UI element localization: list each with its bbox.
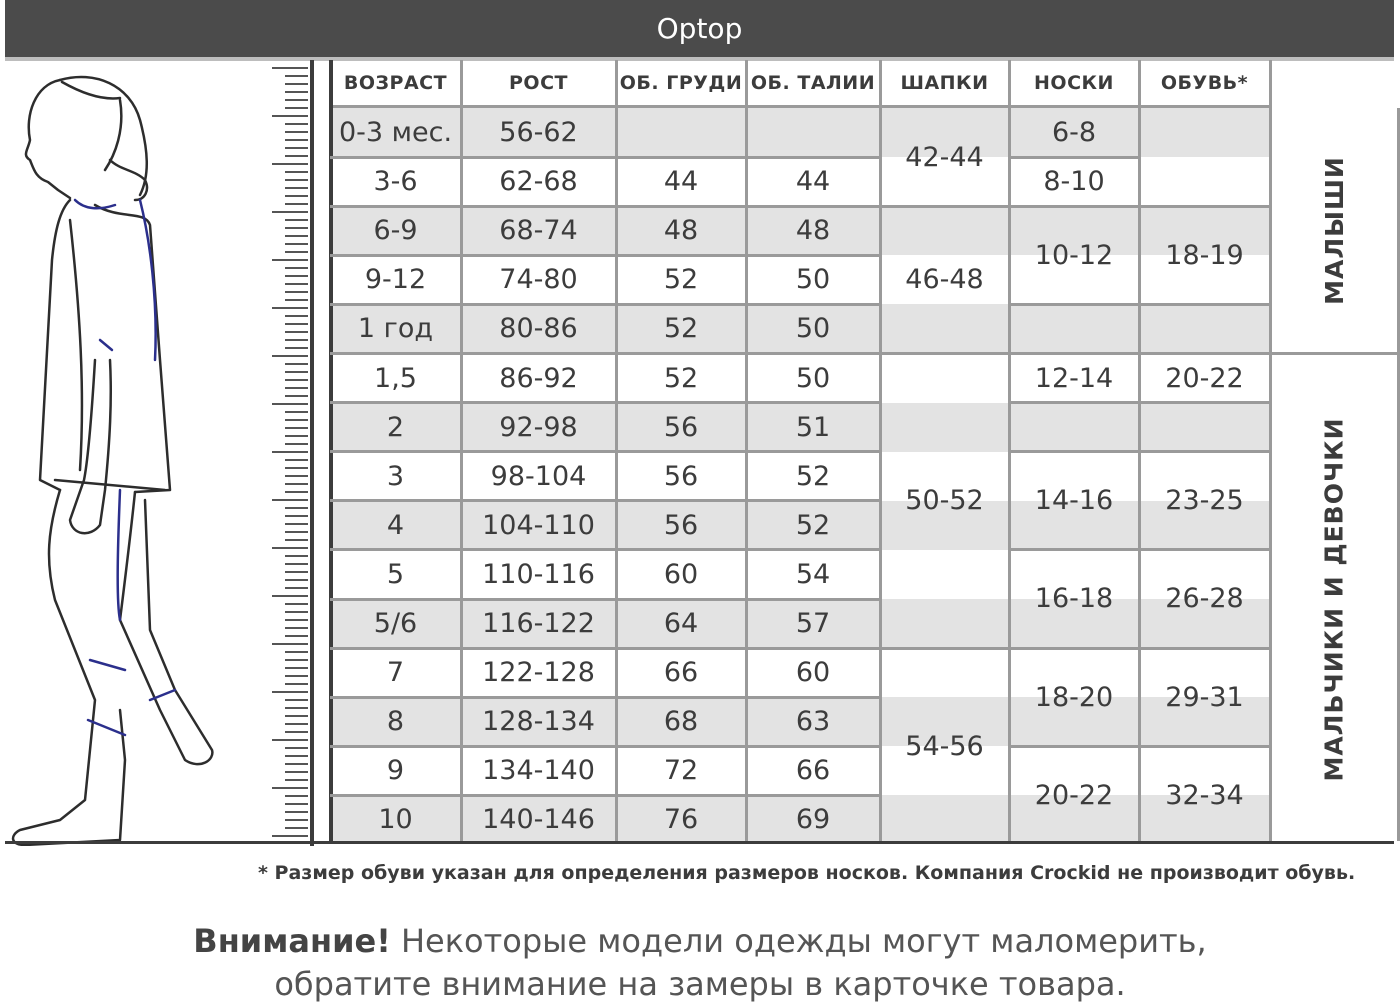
socks-cell: 20-22: [1034, 779, 1114, 811]
header-title: Optop: [656, 12, 743, 45]
table-cell: 69: [746, 795, 880, 844]
page-header: [5, 0, 1394, 61]
shoes-cell: 26-28: [1165, 583, 1244, 615]
table-cell: 48: [746, 206, 880, 255]
grid-line: [1397, 108, 1400, 841]
table-cell: 6-9: [330, 206, 461, 255]
shoes-cell: 18-19: [1165, 239, 1244, 271]
grid-line: [1009, 647, 1139, 650]
table-cell: 134-140: [461, 746, 616, 795]
table-cell: 4: [330, 501, 461, 550]
grid-line: [880, 352, 1009, 355]
table-cell: 44: [616, 157, 746, 206]
table-cell: 92-98: [461, 403, 616, 452]
grid-line: [1139, 647, 1270, 650]
table-cell: 54: [746, 550, 880, 599]
attention-note: [0, 922, 1400, 960]
grid-line: [330, 401, 880, 404]
table-cell: 56-62: [461, 108, 616, 157]
grid-line: [330, 745, 880, 748]
column-header: ОБУВЬ*: [1139, 60, 1270, 108]
grid-line: [330, 352, 880, 355]
grid-line: [330, 156, 880, 159]
table-cell: 9-12: [330, 255, 461, 304]
socks-cell: 18-20: [1034, 681, 1114, 713]
table-cell: 110-116: [461, 550, 616, 599]
socks-cell: 8-10: [1043, 166, 1105, 198]
grid-line: [1139, 548, 1270, 551]
table-cell: 0-3 мес.: [330, 108, 461, 157]
socks-cell: [1009, 403, 1139, 452]
socks-cell: [1009, 304, 1139, 353]
shoes-cell: [1139, 108, 1270, 206]
table-cell: 2: [330, 403, 461, 452]
table-cell: 5/6: [330, 599, 461, 648]
grid-line: [330, 647, 880, 650]
table-cell: 68: [616, 697, 746, 746]
hats-cell: 50-52: [905, 485, 984, 517]
table-cell: 9: [330, 746, 461, 795]
grid-line: [1139, 303, 1270, 306]
grid-line: [330, 598, 880, 601]
size-chart-table: [326, 60, 1398, 841]
table-cell: 50: [746, 255, 880, 304]
table-cell: 44: [746, 157, 880, 206]
table-cell: 51: [746, 403, 880, 452]
table-cell: 8: [330, 697, 461, 746]
grid-line: [1009, 352, 1139, 355]
hats-cell: 46-48: [905, 264, 984, 296]
shoes-cell: 32-34: [1165, 779, 1244, 811]
table-cell: 74-80: [461, 255, 616, 304]
table-cell: 66: [746, 746, 880, 795]
shoes-cell: 23-25: [1165, 485, 1244, 517]
table-cell: 56: [616, 452, 746, 501]
table-cell: 48: [616, 206, 746, 255]
table-cell: 3-6: [330, 157, 461, 206]
grid-line: [330, 450, 880, 453]
table-cell: 72: [616, 746, 746, 795]
grid-line: [330, 205, 880, 208]
grid-line: [330, 303, 880, 306]
group-label: МАЛЫШИ: [1319, 156, 1349, 306]
grid-line: [330, 696, 880, 699]
table-cell: 52: [746, 501, 880, 550]
height-ruler: [272, 60, 312, 846]
grid-line: [880, 205, 1009, 208]
grid-line: [880, 647, 1009, 650]
group-cell: [1270, 108, 1398, 354]
socks-cell: 10-12: [1034, 239, 1114, 271]
table-cell: 64: [616, 599, 746, 648]
table-cell: 86-92: [461, 354, 616, 403]
table-cell: 52: [616, 304, 746, 353]
table-cell: 1 год: [330, 304, 461, 353]
table-cell: 10: [330, 795, 461, 844]
table-bottom-rule: [5, 841, 1394, 844]
grid-line: [330, 794, 880, 797]
table-cell: 140-146: [461, 795, 616, 844]
table-cell: 128-134: [461, 697, 616, 746]
grid-line: [330, 254, 880, 257]
shoes-cell: [1139, 403, 1270, 452]
grid-line: [330, 499, 880, 502]
group-cell: [1270, 354, 1398, 845]
grid-line: [1009, 450, 1139, 453]
table-cell: 66: [616, 648, 746, 697]
attention-lead: Внимание!: [193, 922, 391, 960]
table-cell: 52: [616, 255, 746, 304]
grid-line: [1009, 303, 1139, 306]
shoes-cell: 29-31: [1165, 681, 1244, 713]
grid-line: [1139, 205, 1270, 208]
socks-cell: 12-14: [1034, 362, 1114, 394]
group-label: МАЛЬЧИКИ И ДЕВОЧКИ: [1319, 416, 1349, 782]
grid-line: [1139, 401, 1270, 404]
grid-line: [1139, 745, 1270, 748]
table-cell: 80-86: [461, 304, 616, 353]
socks-cell: 16-18: [1034, 583, 1114, 615]
table-cell: 56: [616, 501, 746, 550]
table-cell: 56: [616, 403, 746, 452]
table-cell: [616, 108, 746, 157]
table-cell: 68-74: [461, 206, 616, 255]
grid-line: [1009, 156, 1139, 159]
table-cell: 62-68: [461, 157, 616, 206]
socks-cell: 14-16: [1034, 485, 1114, 517]
attention-line1: Некоторые модели одежды могут маломерить,: [390, 922, 1207, 960]
shoes-cell: 20-22: [1165, 362, 1244, 394]
shoe-size-footnote: * Размер обуви указан для определения размеров носков. Компания Crockid не производит обувь.: [258, 862, 1356, 884]
hats-cell: 42-44: [905, 141, 984, 173]
table-cell: 122-128: [461, 648, 616, 697]
table-cell: 3: [330, 452, 461, 501]
grid-line: [1009, 205, 1139, 208]
grid-line: [1009, 745, 1139, 748]
grid-line: [1139, 450, 1270, 453]
table-cell: 76: [616, 795, 746, 844]
table-cell: 52: [746, 452, 880, 501]
table-cell: 5: [330, 550, 461, 599]
grid-line: [330, 548, 880, 551]
attention-note-line2: обратите внимание на замеры в карточке товара.: [274, 965, 1126, 1003]
grid-line: [1139, 352, 1270, 355]
grid-line: [1009, 548, 1139, 551]
column-header: ОБ. ТАЛИИ: [746, 60, 880, 108]
table-cell: 60: [616, 550, 746, 599]
hats-cell: 54-56: [905, 730, 984, 762]
grid-line: [1270, 352, 1398, 355]
table-cell: [746, 108, 880, 157]
socks-cell: 6-8: [1051, 117, 1097, 149]
table-cell: 7: [330, 648, 461, 697]
table-cell: 63: [746, 697, 880, 746]
table-cell: 116-122: [461, 599, 616, 648]
table-cell: 60: [746, 648, 880, 697]
child-figure-illustration: [0, 60, 325, 846]
table-cell: 52: [616, 354, 746, 403]
column-header: ОБ. ГРУДИ: [616, 60, 746, 108]
table-cell: 98-104: [461, 452, 616, 501]
table-cell: 57: [746, 599, 880, 648]
column-header: ВОЗРАСТ: [330, 60, 461, 108]
column-header: ШАПКИ: [880, 60, 1009, 108]
grid-line: [1009, 401, 1139, 404]
column-header: РОСТ: [461, 60, 616, 108]
table-cell: 50: [746, 304, 880, 353]
table-cell: 104-110: [461, 501, 616, 550]
shoes-cell: [1139, 304, 1270, 353]
table-cell: 1,5: [330, 354, 461, 403]
column-header: НОСКИ: [1009, 60, 1139, 108]
table-cell: 50: [746, 354, 880, 403]
